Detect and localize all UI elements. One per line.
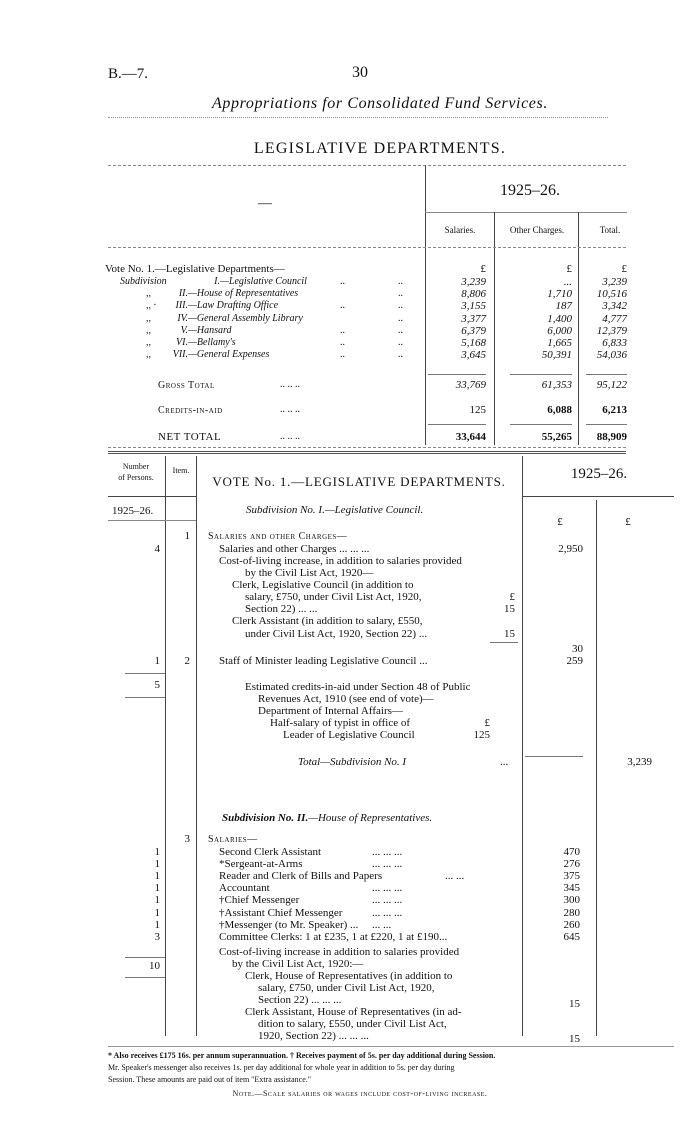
subdivision-2-number: Subdivision No. II. (222, 812, 309, 824)
total-value: 4,777 (602, 313, 627, 325)
salaries-value: 3,239 (461, 276, 486, 288)
salaries-value: 8,806 (461, 288, 486, 300)
salary-label: Accountant (219, 882, 270, 894)
assistant-line: Clerk Assistant, House of Representatives (in ad- (245, 1006, 462, 1018)
gross-rule-1 (428, 374, 486, 375)
other-charges-value: ... (563, 276, 572, 288)
subdivision-name: —General Expenses (188, 349, 270, 360)
row-dots: .. (340, 325, 345, 336)
salaries-heading: Salaries and other Charges— (208, 531, 348, 542)
salary-label: †Messenger (to Mr. Speaker) ... (219, 919, 359, 931)
footnote: Session. These amounts are paid out of item "Extra assistance." (108, 1075, 312, 1084)
detail-year: 1925–26. (570, 466, 628, 482)
estimate-value: 125 (473, 729, 490, 741)
col-line: by the Civil List Act, 1920:— (232, 958, 364, 970)
total-dots: ... (500, 756, 509, 768)
row-dots: .. (398, 300, 403, 311)
subdivision-numeral: III. (175, 300, 188, 311)
salary-value: 645 (563, 931, 580, 943)
salary-label: *Sergeant-at-Arms (219, 858, 303, 870)
salaries-value: 5,168 (461, 337, 486, 349)
total-value: 3,239 (602, 276, 627, 288)
subdivision-2-heading (222, 812, 432, 824)
footnote: Mr. Speaker's messenger also receives 1s. per day additional for whole year in addition to 5s. per day during (108, 1063, 455, 1072)
assistant-line: under Civil List Act, 1920, Section 22) ... (245, 628, 428, 640)
gross-rule-3 (586, 374, 627, 375)
gross-dots: .. .. .. (280, 379, 300, 390)
salary-label: †Assistant Chief Messenger (219, 907, 343, 919)
assistant-value: 15 (504, 628, 515, 640)
subtitle-rule (108, 117, 608, 118)
other-charges-value: 6,000 (547, 325, 572, 337)
persons-total-rule (125, 977, 165, 978)
page-title: LEGISLATIVE DEPARTMENTS. (253, 140, 507, 157)
persons-year: 1925–26. (112, 505, 154, 517)
subdivision-numeral: II. (178, 288, 188, 299)
page-subtitle: Appropriations for Consolidated Fund Services. (212, 95, 548, 112)
estimate-line: Leader of Legislative Council (283, 729, 415, 741)
subdivision-prefix: Subdivision (120, 276, 167, 287)
col-line: by the Civil List Act, 1920— (245, 567, 374, 579)
clerk-value: 15 (569, 998, 580, 1010)
pound-sign: £ (484, 717, 490, 729)
persons-count: 1 (154, 846, 160, 858)
subdivision-prefix: ,, (146, 349, 151, 360)
col-line: Cost-of-living increase, in addition to salaries provided (219, 555, 462, 567)
subdivision-prefix: ,, (146, 288, 151, 299)
row-dots: .. (398, 288, 403, 299)
total-value: 10,516 (596, 288, 627, 300)
footnote: * Also receives £175 16s. per annum superannuation. † Receives payment of 5s. per day additional during Session. (108, 1051, 496, 1060)
row-dots: ... ... ... (372, 846, 403, 858)
persons-col-rule (165, 456, 166, 1036)
clerk-line: salary, £750, under Civil List Act, 1920, (258, 982, 435, 994)
summary-dash: — (258, 196, 272, 211)
other-charges-value: 187 (555, 300, 572, 312)
row-dots: .. (398, 276, 403, 287)
subdivision-2-name: —House of Representatives. (308, 812, 433, 824)
clerk-line: Section 22) ... ... ... (258, 994, 342, 1006)
clerk-line: Clerk, House of Representatives (in addition to (245, 970, 453, 982)
salary-label: Committee Clerks: 1 at £235, 1 at £220, 1 at £190... (219, 931, 448, 943)
subdivision-numeral: I. (214, 276, 220, 287)
vote-title: Vote No. 1.—Legislative Departments— (105, 263, 285, 275)
footnote-rule (108, 1046, 674, 1047)
estimate-line: Revenues Act, 1910 (see end of vote)— (258, 693, 434, 705)
pound-sign: £ (557, 516, 563, 528)
net-rule-2 (510, 424, 572, 425)
assistant-value: 15 (569, 1033, 580, 1045)
item-number: 2 (184, 655, 190, 667)
clerk-line: salary, £750, under Civil List Act, 1920, (245, 591, 422, 603)
col-line: Cost-of-living increase in addition to salaries provided (219, 946, 460, 958)
persons-header-1: Number (122, 462, 150, 471)
persons-count: 1 (154, 919, 160, 931)
salaries-value: 3,645 (461, 349, 486, 361)
pound-sign: £ (566, 263, 572, 275)
salary-label: †Chief Messenger (219, 894, 300, 906)
subdivision-prefix: ,, (146, 313, 151, 324)
total-value: 12,379 (596, 325, 627, 337)
salaries-value: 3,377 (461, 313, 486, 325)
salaries-value: 6,379 (461, 325, 486, 337)
gross-rule-2 (510, 374, 572, 375)
pound-sign: £ (625, 516, 631, 528)
subdivision-name: —House of Representatives (188, 288, 299, 299)
salary-value: 280 (563, 907, 580, 919)
salary-label: Second Clerk Assistant (219, 846, 322, 858)
row-dots: .. (340, 349, 345, 360)
assistant-line: 1920, Section 22) ... ... ... (258, 1030, 369, 1042)
col-header-salaries: Salaries. (444, 225, 476, 235)
credits-total: 6,213 (602, 404, 627, 416)
row-dots: ... ... ... (372, 894, 403, 906)
row-dots: .. (398, 349, 403, 360)
col-header-total: Total. (599, 225, 621, 235)
page-number: 30 (352, 64, 368, 81)
salaries-value: 3,155 (461, 300, 486, 312)
subdivision-numeral: VII. (172, 349, 188, 360)
summary-top-rule (108, 165, 626, 166)
document-reference: B.—7. (108, 66, 149, 82)
other-charges-value: 1,710 (547, 288, 572, 300)
salary-label: Reader and Clerk of Bills and Papers (219, 870, 383, 882)
total-value: 54,036 (596, 349, 627, 361)
subdivision-1-total: 3,239 (627, 756, 652, 768)
gross-total-label: Gross Total (158, 380, 215, 391)
pound-sign: £ (621, 263, 627, 275)
row-dots: ... ... ... (372, 858, 403, 870)
persons-total-rule (125, 957, 165, 958)
salary-value: 345 (563, 882, 580, 894)
net-other: 55,265 (541, 431, 572, 443)
item-number: 3 (184, 833, 190, 845)
minister-staff-value: 259 (566, 655, 583, 667)
subdivision-numeral: V. (180, 325, 188, 336)
persons-count: 1 (154, 655, 160, 667)
subtotal-value: 30 (572, 643, 583, 655)
credits-dots: .. .. .. (280, 404, 300, 415)
pound-sign: £ (480, 263, 486, 275)
note: Note.—Scale salaries or wages include cost-of-living increase. (232, 1089, 488, 1098)
row-dots: .. (340, 276, 345, 287)
summary-header-rule (108, 247, 626, 248)
item-header: Item. (172, 466, 190, 475)
net-total-label: NET TOTAL (158, 431, 222, 443)
estimate-line: Half-salary of typist in office of (270, 717, 411, 729)
pound-sign: £ (509, 591, 515, 603)
row-dots: .. (398, 313, 403, 324)
item-number: 1 (184, 530, 190, 542)
assistant-line: Clerk Assistant (in addition to salary, £550, (232, 615, 423, 627)
assistant-line: dition to salary, £550, under Civil List Act, (258, 1018, 447, 1030)
subdivision-name: —Law Drafting Office (188, 300, 279, 311)
other-charges-value: 1,400 (547, 313, 572, 325)
other-charges-value: 1,665 (547, 337, 572, 349)
credits-salaries: 125 (469, 404, 486, 416)
net-dots: .. .. .. (280, 431, 300, 442)
persons-count: 1 (154, 882, 160, 894)
subdivision-prefix: ,, · (146, 300, 156, 311)
persons-count: 1 (154, 858, 160, 870)
row-dots: .. (398, 337, 403, 348)
total-value: 3,342 (602, 300, 627, 312)
section-double-rule (108, 451, 626, 454)
salary-value: 470 (563, 846, 580, 858)
row-dots: ... ... ... (372, 882, 403, 894)
summary-bottom-rule (108, 447, 626, 448)
row-dots: .. (340, 300, 345, 311)
other-charges-value: 50,391 (541, 349, 572, 361)
subdivision-1-total-label: Total—Subdivision No. I (298, 756, 407, 768)
clerk-line: Section 22) ... ... (245, 603, 318, 615)
vote-heading: VOTE No. 1.—LEGISLATIVE DEPARTMENTS. (212, 474, 506, 489)
subtotal-rule (490, 642, 518, 643)
salaries-value: 2,950 (558, 543, 583, 555)
detail-header-rule-right (522, 496, 674, 497)
row-dots: ... ... (445, 870, 465, 882)
amount-col-rule-1 (522, 456, 523, 1036)
summary-year-rule (425, 212, 627, 213)
net-total: 88,909 (596, 431, 627, 443)
persons-total: 10 (149, 960, 160, 972)
salary-value: 300 (563, 894, 580, 906)
salary-value: 260 (563, 919, 580, 931)
persons-count: 4 (154, 543, 160, 555)
subdivision-prefix: ,, (146, 337, 151, 348)
estimate-line: Estimated credits-in-aid under Section 48 of Public (245, 681, 471, 693)
salary-value: 375 (563, 870, 580, 882)
salaries-heading: Salaries— (208, 834, 258, 845)
row-dots: ... ... ... (372, 907, 403, 919)
persons-header-2: of Persons. (118, 473, 154, 482)
amount-col-rule-2 (596, 500, 597, 1036)
salary-value: 276 (563, 858, 580, 870)
item-col-rule (196, 456, 197, 1036)
net-rule-1 (428, 424, 486, 425)
summary-year: 1925–26. (500, 182, 560, 199)
persons-count: 3 (154, 931, 160, 943)
persons-year-rule (108, 520, 196, 521)
gross-total: 95,122 (596, 379, 627, 391)
persons-total-rule (125, 697, 165, 698)
subdivision-numeral: IV. (177, 313, 188, 324)
minister-staff-line: Staff of Minister leading Legislative Council ... (219, 655, 428, 667)
total-value: 6,833 (602, 337, 627, 349)
subdivision-1-heading: Subdivision No. I.—Legislative Council. (246, 504, 424, 516)
total-rule (525, 756, 583, 757)
clerk-value: 15 (504, 603, 515, 615)
net-rule-3 (586, 424, 627, 425)
salaries-line: Salaries and other Charges ... ... ... (219, 543, 370, 555)
net-salaries: 33,644 (455, 431, 486, 443)
row-dots: .. (398, 325, 403, 336)
persons-count: 1 (154, 894, 160, 906)
clerk-line: Clerk, Legislative Council (in addition to (232, 579, 414, 591)
persons-count: 1 (154, 870, 160, 882)
detail-header-rule-left (108, 496, 196, 497)
persons-count: 1 (154, 907, 160, 919)
subdivision-name: —General Assembly Library (188, 313, 303, 324)
persons-total-rule (125, 673, 165, 674)
estimate-line: Department of Internal Affairs— (258, 705, 403, 717)
credits-label: Credits-in-aid (158, 405, 223, 416)
persons-total: 5 (154, 679, 160, 691)
subdivision-name: —Bellamy's (188, 337, 236, 348)
gross-other: 61,353 (541, 379, 572, 391)
subdivision-name: —Legislative Council (220, 276, 307, 287)
col-header-other-charges: Other Charges. (509, 225, 565, 235)
gross-salaries: 33,769 (455, 379, 486, 391)
credits-other: 6,088 (547, 404, 572, 416)
subdivision-prefix: ,, (146, 325, 151, 336)
subdivision-name: —Hansard (188, 325, 232, 336)
row-dots: .. (340, 337, 345, 348)
subdivision-numeral: VI. (176, 337, 188, 348)
row-dots: ... ... (372, 919, 392, 931)
